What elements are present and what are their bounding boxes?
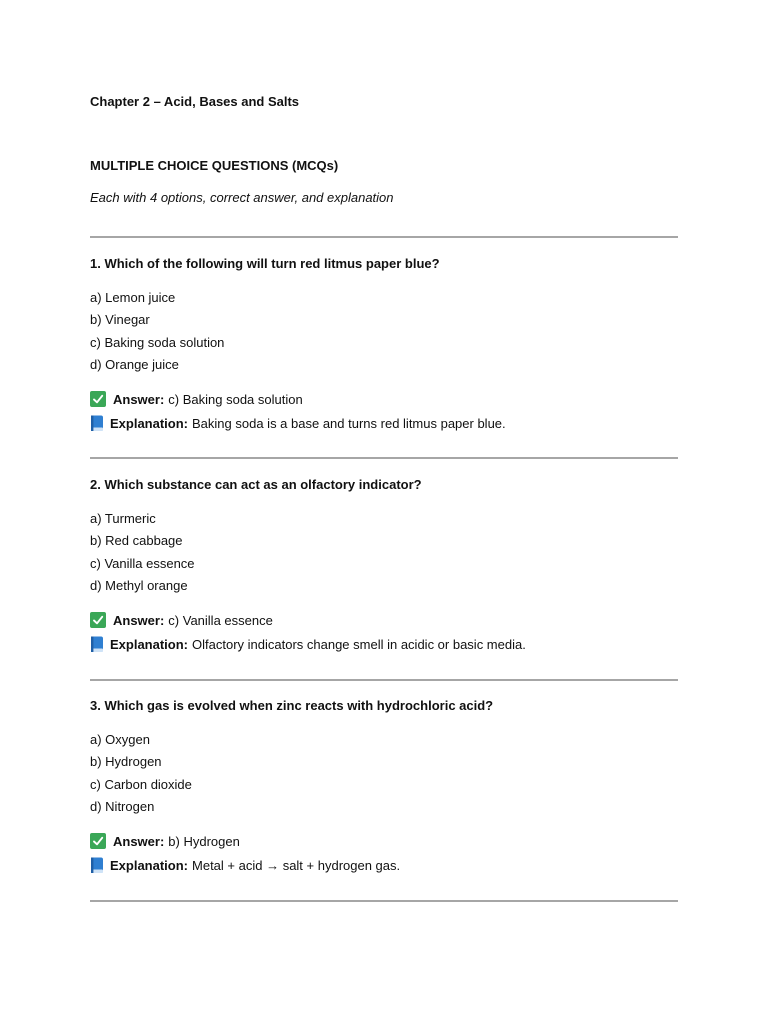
question-text: 3. Which gas is evolved when zinc reacts with hydrochloric acid? (90, 698, 494, 713)
blue-book-icon (90, 636, 104, 653)
divider (90, 679, 678, 681)
option-item: b) Hydrogen (90, 754, 162, 770)
option-item: c) Vanilla essence (90, 555, 195, 571)
blue-book-icon (90, 415, 104, 432)
divider (90, 457, 678, 459)
option-item: a) Turmeric (90, 511, 156, 526)
explanation-label: Explanation: (110, 636, 189, 652)
answer-label: Answer: (113, 612, 165, 628)
answer-line (90, 610, 678, 630)
check-mark-icon (90, 612, 106, 628)
explanation-value: Metal + acid → salt + hydrogen gas. (192, 857, 401, 873)
option-item: d) Orange juice (90, 356, 179, 372)
explanation-label: Explanation: (110, 857, 189, 873)
explanation-label: Explanation: (110, 415, 189, 431)
check-mark-icon (90, 833, 106, 849)
check-mark-icon (90, 391, 106, 407)
question-text: 1. Which of the following will turn red litmus paper blue? (90, 256, 440, 271)
explanation-line (90, 413, 678, 433)
options-list (90, 729, 678, 818)
answer-value: c) Vanilla essence (168, 612, 273, 628)
options-list (90, 508, 678, 597)
answer-line (90, 831, 678, 851)
option-item: b) Vinegar (90, 312, 150, 328)
question-block-1 (90, 256, 678, 433)
option-item: c) Baking soda solution (90, 334, 225, 350)
explanation-line (90, 634, 678, 654)
answer-line (90, 389, 678, 409)
subtitle: Each with 4 options, correct answer, and explanation (90, 190, 394, 205)
option-item: d) Methyl orange (90, 577, 188, 593)
answer-label: Answer: (113, 833, 165, 849)
options-list (90, 287, 678, 376)
option-item: a) Lemon juice (90, 290, 176, 305)
divider (90, 236, 678, 238)
chapter-title: Chapter 2 – Acid, Bases and Salts (90, 94, 300, 109)
question-text: 2. Which substance can act as an olfactory indicator? (90, 477, 422, 492)
option-item: a) Oxygen (90, 732, 150, 747)
option-item: b) Red cabbage (90, 533, 183, 549)
question-block-2 (90, 477, 678, 654)
explanation-value: Olfactory indicators change smell in acidic or basic media. (192, 636, 526, 652)
section-title: MULTIPLE CHOICE QUESTIONS (MCQs) (90, 158, 339, 173)
blue-book-icon (90, 857, 104, 874)
divider (90, 900, 678, 902)
question-block-3 (90, 698, 678, 875)
explanation-line (90, 855, 678, 875)
option-item: c) Carbon dioxide (90, 776, 192, 792)
option-item: d) Nitrogen (90, 798, 155, 814)
answer-value: b) Hydrogen (168, 833, 240, 849)
answer-value: c) Baking soda solution (168, 391, 303, 407)
answer-label: Answer: (113, 391, 165, 407)
explanation-value: Baking soda is a base and turns red litmus paper blue. (192, 415, 506, 431)
